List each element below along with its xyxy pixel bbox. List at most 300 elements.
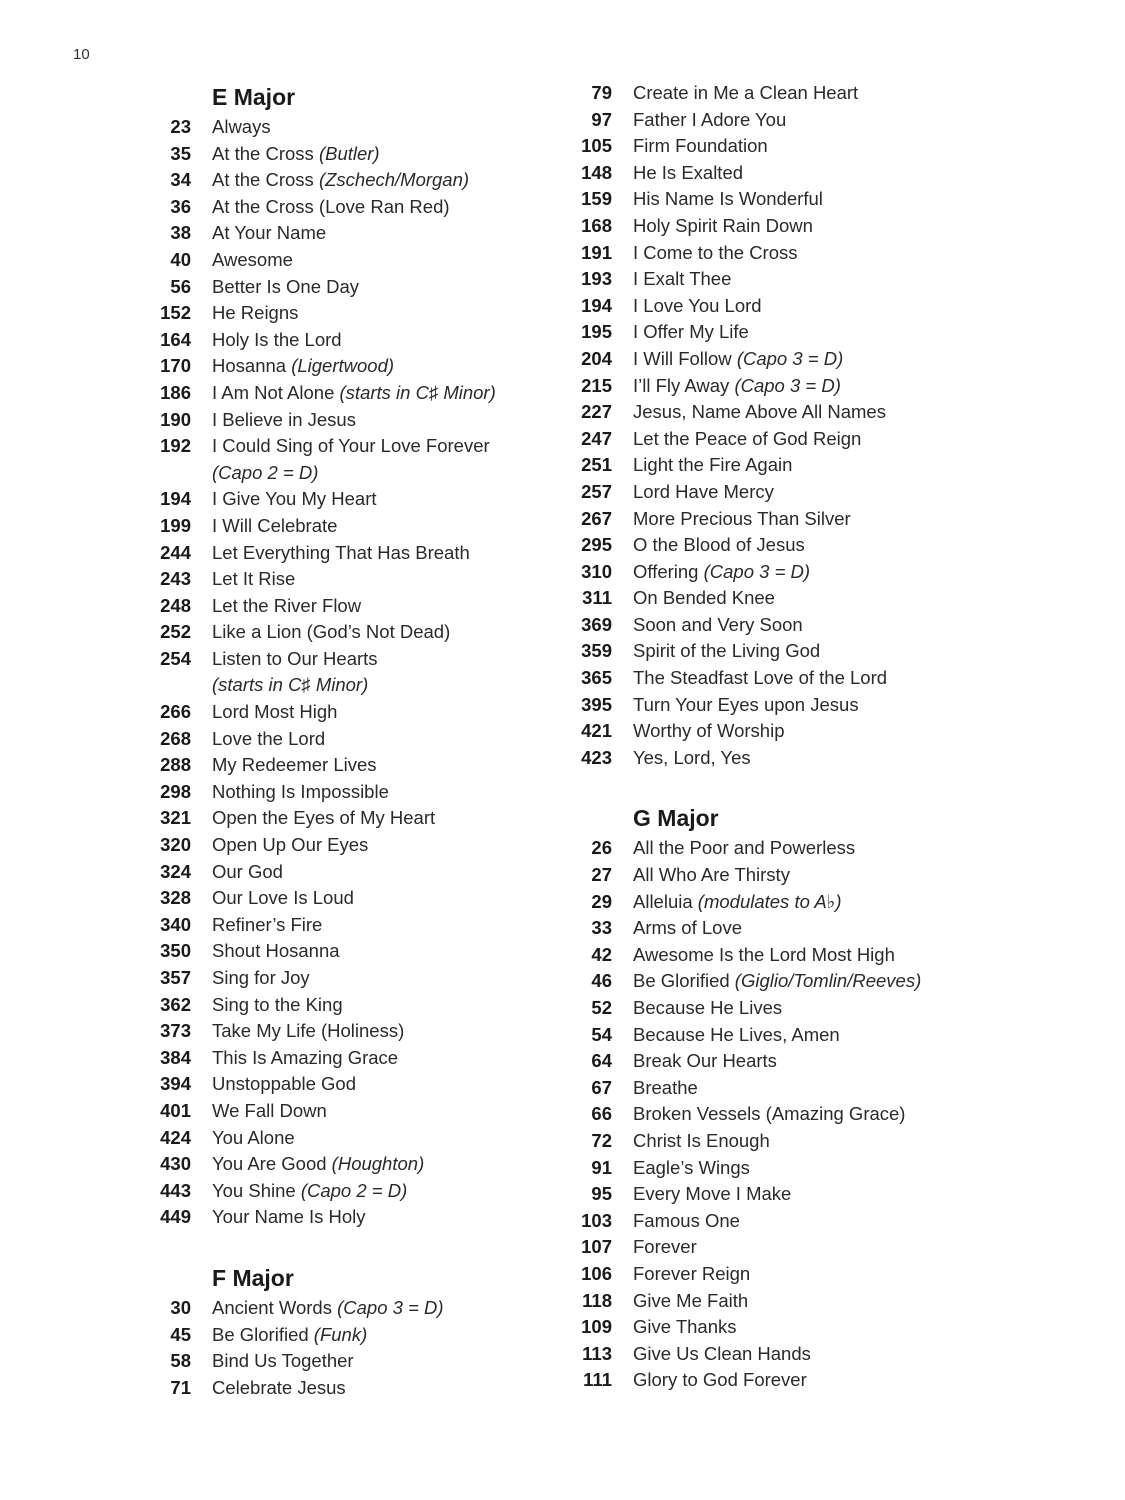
song-entry (150, 540, 550, 567)
song-title-group (633, 835, 855, 862)
page-num: 443 (160, 1179, 191, 1201)
song-title-group (212, 1071, 356, 1098)
page-num: 369 (581, 613, 612, 635)
song-title: Forever Reign (633, 1262, 751, 1284)
song-title-group (212, 646, 378, 699)
song-entry (150, 486, 550, 513)
song-entry (150, 566, 550, 593)
song-title-group (633, 479, 774, 506)
song-title-group (212, 1375, 346, 1402)
song-title-group (212, 194, 450, 221)
song-entry (571, 1288, 991, 1315)
song-title: Open the Eyes of My Heart (212, 807, 436, 829)
song-title: You Shine (212, 1179, 296, 1201)
song-note: (Capo 3 = D) (736, 347, 844, 369)
song-title: Because He Lives, Amen (633, 1023, 840, 1045)
song-title-group (633, 1367, 807, 1394)
song-note: (Butler) (318, 142, 380, 164)
song-title-group (212, 1018, 404, 1045)
song-title-group (633, 107, 786, 134)
song-entry (571, 399, 991, 426)
page-num: 159 (581, 188, 612, 210)
page-num: 248 (160, 594, 191, 616)
song-title-group (212, 220, 326, 247)
song-entry (571, 942, 991, 969)
song-entry (571, 745, 991, 772)
song-note: (Zschech/Morgan) (318, 169, 470, 191)
song-entry (571, 426, 991, 453)
page-num: 27 (591, 864, 612, 886)
song-title-group (633, 745, 751, 772)
page-num: 194 (581, 294, 612, 316)
page-num: 38 (170, 222, 191, 244)
page-num: 52 (591, 997, 612, 1018)
song-note: (modulates to A♭) (697, 890, 842, 912)
song-entry (571, 319, 991, 346)
page-num: 359 (581, 640, 612, 662)
song-entry (150, 274, 550, 301)
page-num: 113 (582, 1342, 612, 1364)
song-title-group (633, 373, 841, 400)
page-num: 64 (591, 1050, 612, 1072)
song-entry (150, 779, 550, 806)
song-title-group (212, 540, 470, 567)
page-num: 54 (591, 1023, 612, 1045)
song-entry (150, 114, 550, 141)
song-title-group (633, 1075, 698, 1102)
song-entry (150, 1204, 550, 1231)
page-num: 105 (581, 135, 612, 157)
song-entry (571, 479, 991, 506)
page-num: 384 (160, 1046, 191, 1068)
song-title: Your Name Is Holy (212, 1206, 366, 1228)
song-entry (571, 862, 991, 889)
page-num: 56 (170, 275, 191, 297)
song-entry (571, 968, 991, 995)
song-title-group (212, 805, 435, 832)
song-title: Lord Most High (212, 701, 338, 723)
song-note: (Houghton) (331, 1153, 425, 1175)
page-number: 10 (73, 46, 90, 63)
song-title: You Alone (212, 1126, 295, 1148)
song-title: Offering (633, 560, 699, 582)
song-title: I Am Not Alone (212, 381, 335, 403)
song-entry (571, 1155, 991, 1182)
song-title: Light the Fire Again (633, 454, 793, 476)
page-num: 152 (160, 302, 191, 324)
page-num: 107 (581, 1236, 612, 1258)
song-title-group (633, 692, 859, 719)
song-title: More Precious Than Silver (633, 507, 851, 529)
page-num: 401 (160, 1099, 191, 1121)
song-title-group (633, 293, 762, 320)
page-num: 79 (591, 82, 612, 103)
song-title-group (212, 1045, 398, 1072)
page-num: 95 (591, 1183, 612, 1205)
page-num: 311 (582, 587, 612, 609)
song-entry (571, 160, 991, 187)
song-entry (150, 965, 550, 992)
song-entry (150, 726, 550, 753)
page-num: 321 (160, 807, 191, 829)
page-num: 58 (170, 1350, 191, 1372)
song-title-group (212, 1204, 366, 1231)
song-title-group (212, 114, 271, 141)
song-entry (571, 1075, 991, 1102)
page-num: 35 (170, 142, 191, 164)
song-title-group (212, 380, 496, 407)
song-title-group (633, 1341, 811, 1368)
song-list (571, 80, 991, 771)
song-entry (571, 80, 991, 107)
song-title-group (633, 612, 803, 639)
song-title: At the Cross (212, 142, 314, 164)
song-title: Every Move I Make (633, 1183, 792, 1205)
song-title: Sing to the King (212, 993, 343, 1015)
page-num: 266 (160, 701, 191, 723)
left-column (150, 80, 550, 1401)
song-entry (571, 889, 991, 916)
song-title-group (212, 1151, 424, 1178)
page-num: 362 (160, 993, 191, 1015)
page-num: 194 (160, 488, 191, 510)
song-title: Awesome (212, 248, 293, 270)
song-entry (150, 805, 550, 832)
song-title-group (633, 452, 792, 479)
song-title-group (212, 1348, 354, 1375)
song-title: Break Our Hearts (633, 1050, 777, 1072)
song-entry (150, 167, 550, 194)
song-title: I’ll Fly Away (633, 374, 730, 396)
song-title: You Are Good (212, 1153, 327, 1175)
page-num: 373 (160, 1020, 191, 1042)
song-entry (150, 646, 550, 699)
song-entry (571, 585, 991, 612)
song-title-group (212, 327, 342, 354)
song-entry (150, 992, 550, 1019)
song-entry (571, 452, 991, 479)
song-title: He Reigns (212, 302, 299, 324)
song-note: (Capo 2 = D) (212, 461, 319, 483)
song-title: Hosanna (212, 355, 287, 377)
song-title-group (633, 665, 887, 692)
song-title: I Love You Lord (633, 294, 762, 316)
page-num: 168 (581, 214, 612, 236)
song-entry (150, 327, 550, 354)
song-title-group (633, 862, 790, 889)
page-num: 72 (591, 1129, 612, 1151)
page-num: 252 (160, 621, 191, 643)
song-title-group (212, 965, 310, 992)
song-title: Let the River Flow (212, 594, 362, 616)
song-title: Yes, Lord, Yes (633, 746, 751, 768)
song-title: I Come to the Cross (633, 241, 798, 263)
song-note: (Capo 3 = D) (734, 374, 841, 396)
song-title-group (212, 912, 322, 939)
song-title-group (212, 407, 356, 434)
song-title: Give Me Faith (633, 1289, 749, 1311)
song-title: Firm Foundation (633, 135, 768, 157)
page-num: 310 (581, 560, 612, 582)
page-num: 257 (581, 480, 612, 502)
song-title: Arms of Love (633, 917, 742, 939)
page-num: 91 (591, 1156, 612, 1178)
song-entry (571, 692, 991, 719)
song-title: Our God (212, 860, 283, 882)
song-title-group (633, 1234, 697, 1261)
page-num: 320 (160, 834, 191, 856)
song-entry (571, 186, 991, 213)
song-entry (150, 407, 550, 434)
song-entry (150, 1348, 550, 1375)
song-title: Spirit of the Living God (633, 640, 821, 662)
song-title: Listen to Our Hearts (212, 647, 378, 669)
song-title: Jesus, Name Above All Names (633, 401, 886, 423)
song-entry (571, 373, 991, 400)
song-entry (571, 559, 991, 586)
song-title-group (633, 1155, 750, 1182)
song-note: (Funk) (313, 1323, 368, 1345)
song-entry (150, 513, 550, 540)
song-entry (150, 1045, 550, 1072)
page-num: 199 (160, 514, 191, 536)
song-entry (150, 353, 550, 380)
song-entry (571, 1234, 991, 1261)
song-title: Give Us Clean Hands (633, 1342, 811, 1364)
song-title-group (633, 889, 842, 916)
song-title: Alleluia (633, 890, 693, 912)
song-title: Like a Lion (God’s Not Dead) (212, 621, 451, 643)
song-title: Holy Spirit Rain Down (633, 214, 813, 236)
song-entry (150, 619, 550, 646)
song-title-group (212, 274, 359, 301)
song-title-group (633, 506, 851, 533)
song-title-group (633, 213, 813, 240)
song-title: He Is Exalted (633, 161, 744, 183)
song-title-group (212, 513, 337, 540)
song-entry (150, 220, 550, 247)
right-column (571, 80, 991, 1394)
song-entry (150, 1375, 550, 1402)
song-title-group (212, 247, 293, 274)
song-title-group (633, 399, 886, 426)
song-title-group (633, 1314, 737, 1341)
page-num: 118 (582, 1289, 612, 1311)
page-num: 192 (160, 435, 191, 457)
song-title: Awesome Is the Lord Most High (633, 943, 895, 965)
page-num: 190 (160, 408, 191, 430)
song-entry (150, 752, 550, 779)
page-num: 267 (581, 507, 612, 529)
page-num: 357 (160, 967, 191, 988)
song-title: Christ Is Enough (633, 1129, 770, 1151)
song-title-group (633, 638, 820, 665)
song-note: (Capo 3 = D) (703, 560, 811, 582)
song-title: Give Thanks (633, 1316, 737, 1338)
page-num: 227 (581, 401, 612, 423)
page-num: 30 (170, 1296, 191, 1318)
song-title: Better Is One Day (212, 275, 360, 297)
song-title: Celebrate Jesus (212, 1376, 346, 1398)
song-title: All Who Are Thirsty (633, 864, 790, 886)
song-title: I Offer My Life (633, 321, 749, 343)
song-title: My Redeemer Lives (212, 754, 377, 776)
song-title-group (633, 718, 784, 745)
song-title-group (633, 160, 743, 187)
section-heading: F Major (212, 1264, 294, 1291)
page-num: 254 (160, 647, 191, 669)
song-title: His Name Is Wonderful (633, 188, 823, 210)
page-num: 26 (591, 837, 612, 859)
song-title-group (633, 240, 798, 267)
song-title: I Believe in Jesus (212, 408, 356, 430)
song-title-group (633, 1261, 750, 1288)
page-num: 36 (170, 195, 191, 217)
song-title-group (633, 968, 921, 995)
song-entry (571, 1208, 991, 1235)
song-title: Ancient Words (212, 1296, 332, 1318)
song-title-group (212, 433, 490, 486)
song-title-group (212, 566, 295, 593)
song-title: Forever (633, 1236, 697, 1258)
song-title-group (633, 1181, 791, 1208)
section-f-major-continued (571, 80, 991, 771)
song-title: This Is Amazing Grace (212, 1046, 399, 1068)
page-num: 42 (591, 943, 612, 965)
song-title-group (633, 995, 782, 1022)
page-num: 170 (160, 355, 191, 377)
song-title: Shout Hosanna (212, 940, 340, 962)
song-title: At the Cross (212, 169, 314, 191)
song-title: Open Up Our Eyes (212, 834, 369, 856)
song-title-group (212, 779, 389, 806)
song-entry (150, 380, 550, 407)
song-title-group (212, 699, 337, 726)
song-entry (571, 240, 991, 267)
page-num: 251 (581, 454, 612, 476)
page-num: 40 (170, 248, 191, 270)
song-title: I Give You My Heart (212, 488, 377, 510)
song-title-group (212, 752, 377, 779)
page-num: 365 (581, 667, 612, 689)
song-entry (150, 1322, 550, 1349)
song-title-group (633, 426, 861, 453)
page-num: 424 (160, 1126, 191, 1148)
song-title-group (633, 915, 742, 942)
song-title-group (212, 938, 340, 965)
section-f-major (150, 1261, 550, 1401)
song-title-group (633, 133, 768, 160)
page-num: 423 (581, 746, 612, 768)
song-title-group (633, 532, 805, 559)
song-entry (150, 938, 550, 965)
song-title-group (212, 1125, 295, 1152)
song-entry (571, 612, 991, 639)
song-title: I Could Sing of Your Love Forever (212, 435, 490, 457)
song-title-group (633, 559, 810, 586)
song-title: Be Glorified (212, 1323, 309, 1345)
song-title-group (633, 319, 749, 346)
song-title-group (633, 1048, 777, 1075)
song-title-group (633, 1128, 770, 1155)
page-num: 195 (581, 321, 612, 343)
song-title-group (212, 726, 325, 753)
song-title-group (212, 1098, 327, 1125)
song-title: The Steadfast Love of the Lord (633, 667, 888, 689)
song-entry (571, 133, 991, 160)
song-title: Let Everything That Has Breath (212, 541, 470, 563)
song-note: (Capo 2 = D) (300, 1179, 408, 1201)
song-title-group (212, 859, 283, 886)
song-entry (571, 293, 991, 320)
song-entry (150, 699, 550, 726)
song-entry (150, 247, 550, 274)
song-entry (150, 859, 550, 886)
song-title: Refiner’s Fire (212, 913, 323, 935)
song-title-group (633, 1208, 740, 1235)
song-title: Father I Adore You (633, 108, 787, 130)
page-num: 103 (581, 1209, 612, 1231)
song-title-group (212, 1295, 444, 1322)
page-num: 324 (160, 860, 191, 882)
song-title: Our Love Is Loud (212, 887, 354, 909)
song-entry (571, 1314, 991, 1341)
song-title: Worthy of Worship (633, 720, 785, 742)
song-title: All the Poor and Powerless (633, 837, 856, 859)
song-title-group (212, 353, 394, 380)
page-num: 66 (591, 1103, 612, 1125)
song-title: Nothing Is Impossible (212, 780, 389, 802)
song-entry (150, 593, 550, 620)
song-title: Unstoppable God (212, 1073, 356, 1095)
song-title: Glory to God Forever (633, 1369, 807, 1391)
song-title: At Your Name (212, 222, 327, 244)
song-entry (150, 1098, 550, 1125)
song-title: Lord Have Mercy (633, 480, 774, 502)
song-title: On Bended Knee (633, 587, 775, 609)
song-title: Love the Lord (212, 727, 326, 749)
song-title: Breathe (633, 1076, 698, 1098)
song-title: Bind Us Together (212, 1350, 354, 1372)
song-title: Turn Your Eyes upon Jesus (633, 693, 859, 715)
song-title-group (633, 1101, 905, 1128)
song-title: Create in Me a Clean Heart (633, 82, 859, 103)
song-entry (150, 885, 550, 912)
song-title-group (212, 167, 469, 194)
page-num: 328 (160, 887, 191, 909)
song-title: Famous One (633, 1209, 740, 1231)
song-note: (starts in C♯ Minor) (339, 381, 496, 403)
song-title-group (633, 186, 823, 213)
song-entry (150, 300, 550, 327)
song-list (150, 1295, 550, 1401)
song-title-group (212, 593, 361, 620)
section-g-major (571, 801, 991, 1393)
page-num: 394 (160, 1073, 191, 1095)
song-entry (571, 1048, 991, 1075)
page-num: 29 (591, 890, 612, 912)
page-num: 215 (581, 374, 612, 396)
page-num: 204 (581, 347, 612, 369)
song-title: I Exalt Thee (633, 268, 732, 290)
song-title: Broken Vessels (Amazing Grace) (633, 1103, 906, 1125)
song-entry (571, 995, 991, 1022)
song-entry (571, 915, 991, 942)
song-title: Let the Peace of God Reign (633, 427, 862, 449)
song-title-group (212, 141, 380, 168)
page-num: 244 (160, 541, 191, 563)
song-entry (150, 1295, 550, 1322)
